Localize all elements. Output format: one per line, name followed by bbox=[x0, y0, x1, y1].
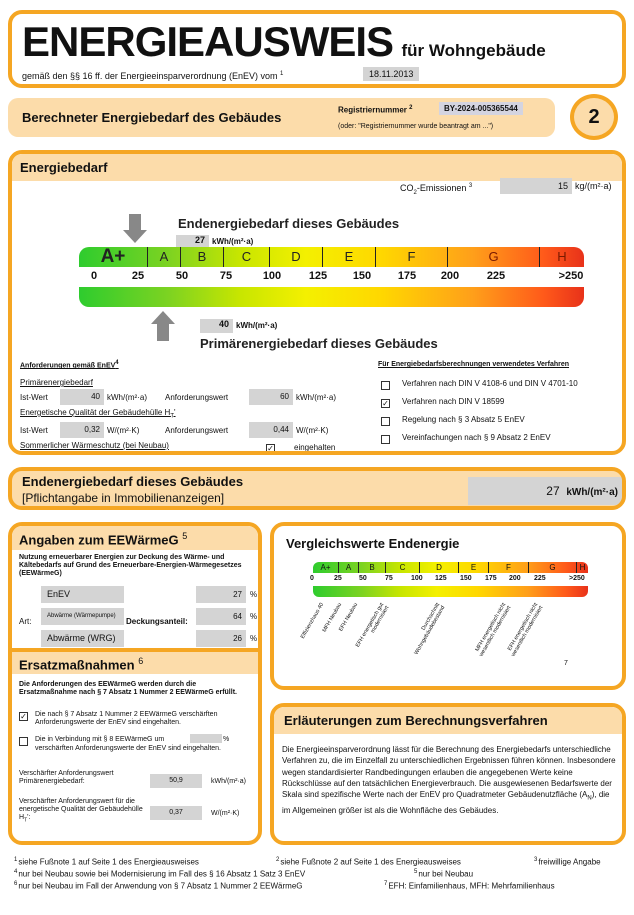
footnote-ref: 6 bbox=[138, 656, 144, 666]
energy-class-f: F bbox=[375, 247, 447, 267]
mini-class: F bbox=[488, 562, 528, 573]
end-label: Endenergiebedarf dieses Gebäudes bbox=[178, 216, 400, 231]
ee-pct-value: 27 bbox=[196, 586, 246, 603]
huelle-sup: ' bbox=[174, 408, 176, 417]
prim-value: 40 bbox=[200, 319, 233, 333]
mini-tick: 25 bbox=[334, 575, 342, 582]
scale-tick: 75 bbox=[219, 270, 233, 282]
footnote bbox=[14, 880, 302, 891]
enev-date: 18.11.2013 bbox=[363, 67, 419, 81]
footnote bbox=[276, 856, 461, 867]
ist-prim-value: 40 bbox=[60, 389, 104, 405]
footnote-number: 7 bbox=[384, 881, 388, 887]
prim-arrow-icon bbox=[157, 324, 169, 341]
verfahren-checkbox[interactable] bbox=[381, 435, 390, 444]
ersatz-opt2-field[interactable] bbox=[190, 734, 222, 743]
verfahren-item-label: Vereinfachungen nach § 9 Absatz 2 EnEV bbox=[402, 433, 551, 442]
footnotes bbox=[14, 856, 620, 890]
reg-label-text: Registriernummer bbox=[338, 105, 407, 115]
ee-pct-sign: % bbox=[250, 590, 258, 599]
footnote-text: nur bei Neubau bbox=[418, 869, 474, 879]
section-title: Berechneter Energiebedarf des Gebäudes bbox=[22, 110, 282, 125]
mini-class: C bbox=[385, 562, 419, 573]
end-unit: kWh/(m²·a) bbox=[212, 237, 254, 246]
verfahren-checkbox[interactable] bbox=[381, 381, 390, 390]
mini-ticks bbox=[310, 575, 588, 585]
co2-text: CO bbox=[400, 183, 414, 193]
energy-class-d: D bbox=[269, 247, 322, 267]
ersatz-intro: Die Anforderungen des EEWärmeG werden durch die Ersatzmaßnahme nach § 7 Absatz 1 Nummer 2 EEWärmeG erfüllt. bbox=[19, 681, 237, 696]
mini-tick: 75 bbox=[385, 575, 393, 582]
ist-label: Ist-Wert bbox=[20, 426, 48, 435]
title-line bbox=[22, 18, 546, 66]
basis-text bbox=[22, 71, 283, 81]
mini-class: A bbox=[338, 562, 358, 573]
ersatz-opt2a: Die in Verbindung mit § 8 EEWärmeG um bbox=[35, 736, 165, 743]
huelle-text: Energetische Qualität der Gebäudehülle H bbox=[20, 408, 171, 417]
ee-art-field: Abwärme (Wärmepumpe) bbox=[41, 608, 124, 625]
anf-label: Anforderungswert bbox=[165, 426, 229, 435]
co2-text-rest: -Emissionen bbox=[416, 183, 467, 193]
mini-tick: 175 bbox=[485, 575, 497, 582]
v2-label bbox=[19, 798, 144, 824]
verfahren-title: Für Energiebedarfsberechnungen verwendetes Verfahren bbox=[378, 361, 570, 368]
ee-pct-value: 64 bbox=[196, 608, 246, 625]
erlaeuterungen-section bbox=[270, 703, 626, 845]
anf-prim-unit: kWh/(m²·a) bbox=[296, 393, 336, 402]
v1-unit: kWh/(m²·a) bbox=[211, 778, 246, 785]
prim-title: Primärenergiebedarf bbox=[20, 378, 93, 387]
eewaermeg-title bbox=[19, 531, 187, 547]
huelle-sub: T bbox=[170, 413, 174, 420]
scale-tick: >250 bbox=[558, 270, 584, 282]
mini-tick: 0 bbox=[310, 575, 314, 582]
energy-class-a: A bbox=[147, 247, 180, 267]
mini-class: D bbox=[419, 562, 458, 573]
document-subtitle: für Wohngebäude bbox=[401, 41, 546, 60]
footnote-ref: 3 bbox=[468, 183, 473, 189]
mini-value-scale bbox=[313, 586, 588, 597]
prim-unit: kWh/(m²·a) bbox=[236, 321, 278, 330]
footnote-text: nur bei Neubau im Fall der Anwendung von § 7 Absatz 1 Nummer 2 EEWärmeG bbox=[18, 881, 303, 891]
deckung-label: Deckungsanteil: bbox=[126, 617, 188, 626]
footnote-number: 4 bbox=[14, 869, 18, 875]
energy-class-b: B bbox=[180, 247, 223, 267]
reg-label bbox=[338, 105, 413, 115]
ist-h-value: 0,32 bbox=[60, 422, 104, 438]
scale-tick: 175 bbox=[397, 270, 417, 282]
v2-label-text: Verschärfter Anforderungswert für die energetische Qualität der Gebäudehülle H bbox=[19, 798, 143, 821]
verfahren-checkbox[interactable]: ✓ bbox=[382, 399, 389, 408]
footnote-ref: 4 bbox=[115, 360, 119, 366]
erl-text-a: Die Energieeinsparverordnung lässt für die Berechnung des Energiebedarfs unterschiedliche Verfahren zu, die im Einzelfall zu unterschiedlichen Ergebnissen führen können. Insbesondere wegen standardisierter Randbedingungen erlauben die angegebenen Werte keine Rückschlüsse auf den tatsächlichen Energieverbrauch. Die ausgewiesenen Bedarfswerte der Skala sind spezifische Werte nach der EnEV pro Quadratmeter Gebäudenutzfläche (A bbox=[282, 745, 616, 800]
mini-class: G bbox=[528, 562, 576, 573]
mini-class: A+ bbox=[320, 563, 331, 572]
scale-tick: 50 bbox=[175, 270, 189, 282]
endenergie-unit: kWh/(m²·a) bbox=[566, 487, 618, 498]
footnote bbox=[414, 868, 473, 879]
endenergie-box bbox=[8, 467, 626, 510]
verfahren-item-label: Verfahren nach DIN V 4108-6 und DIN V 4701-10 bbox=[402, 379, 578, 388]
anf-h-value: 0,44 bbox=[249, 422, 293, 438]
ersatz-opt2b: verschärften Anforderungswerte der EnEV sind eingehalten. bbox=[35, 745, 222, 752]
scale-tick: 125 bbox=[308, 270, 328, 282]
vergleich-title: Vergleichswerte Endenergie bbox=[286, 536, 460, 551]
co2-label bbox=[400, 183, 472, 196]
footnote-number: 2 bbox=[276, 857, 280, 863]
footnote bbox=[14, 868, 305, 879]
end-arrow-head-icon bbox=[123, 230, 147, 243]
comparison-label: EFH Neubau bbox=[338, 602, 360, 633]
endenergie-value-field bbox=[468, 477, 622, 505]
energy-class-aplus: A+ bbox=[100, 247, 126, 267]
eewaermeg-title-text: Angaben zum EEWärmeG bbox=[19, 532, 179, 548]
comparison-label: MFH energetisch nicht wesentlich modernisiert bbox=[474, 602, 513, 658]
eewaermeg-intro: Nutzung erneuerbarer Energien zur Deckung des Wärme- und Kältebedarfs auf Grund des Erneuerbare-Energien-Wärmegesetzes (EEWärmeG) bbox=[19, 554, 242, 577]
ersatz-title bbox=[19, 656, 143, 672]
footnote-text: nur bei Neubau sowie bei Modernisierung im Fall des § 16 Absatz 1 Satz 3 EnEV bbox=[18, 869, 306, 879]
ersatz-opt1-checkbox[interactable]: ✓ bbox=[20, 712, 27, 721]
endenergie-title: Endenergiebedarf dieses Gebäudes bbox=[22, 474, 244, 489]
scale-tick: 25 bbox=[131, 270, 145, 282]
section-title: Energiebedarf bbox=[20, 160, 108, 175]
erlaeuterungen-title: Erläuterungen zum Berechnungsverfahren bbox=[284, 713, 548, 728]
comparison-label: EFH energetisch nicht wesentlich modernisiert bbox=[506, 602, 545, 658]
footnote-text: siehe Fußnote 2 auf Seite 1 des Energieausweises bbox=[280, 857, 461, 867]
v2-suffix: ': bbox=[27, 814, 31, 821]
footnote-number: 1 bbox=[14, 857, 18, 863]
mini-tick: 225 bbox=[534, 575, 546, 582]
scale-ticks bbox=[79, 270, 584, 286]
header-box bbox=[8, 10, 626, 88]
vergleich-section bbox=[270, 522, 626, 690]
mini-tick: 50 bbox=[359, 575, 367, 582]
ersatz-opt2-checkbox[interactable] bbox=[19, 737, 28, 746]
ersatz-opt2-pct: % bbox=[223, 736, 230, 743]
mini-class: B bbox=[358, 562, 385, 573]
mini-tick: >250 bbox=[569, 575, 585, 582]
eewaermeg-section bbox=[8, 522, 262, 845]
erl-sub: N bbox=[587, 795, 592, 802]
comparison-label: Durchschnitt Wohngebäudebestand bbox=[413, 602, 447, 656]
ee-pct-sign: % bbox=[250, 612, 258, 621]
footnote-number: 6 bbox=[14, 881, 18, 887]
footnote bbox=[534, 856, 601, 867]
prim-arrow-head-icon bbox=[151, 311, 175, 324]
ist-label: Ist-Wert bbox=[20, 393, 48, 402]
comparison-label: Effizienzhaus 40 bbox=[299, 602, 326, 640]
energy-class-g: G bbox=[447, 247, 539, 267]
comparison-label: EFH energetisch gut modernisiert bbox=[354, 602, 391, 649]
verfahren-checkbox[interactable] bbox=[381, 417, 390, 426]
huelle-title bbox=[20, 408, 176, 420]
energy-class-h: H bbox=[539, 247, 584, 267]
reg-note: (oder: "Registriernummer wurde beantragt am ...") bbox=[338, 123, 494, 130]
anf-h-unit: W/(m²·K) bbox=[296, 426, 329, 435]
v1-value: 50,9 bbox=[150, 774, 202, 788]
anf-prim-value: 60 bbox=[249, 389, 293, 405]
energiebedarf-section bbox=[8, 150, 626, 455]
mini-class-scale bbox=[313, 562, 588, 573]
prim-label: Primärenergiebedarf dieses Gebäudes bbox=[200, 336, 438, 351]
footnote-text: freiwillige Angabe bbox=[538, 857, 601, 867]
sommer-checkbox[interactable]: ✓ bbox=[267, 444, 274, 453]
energy-class-c: C bbox=[223, 247, 269, 267]
basis-label: gemäß den §§ 16 ff. der Energieeinsparverordnung (EnEV) vom bbox=[22, 71, 278, 81]
scale-tick: 100 bbox=[262, 270, 282, 282]
sommer-label: Sommerlicher Wärmeschutz (bei Neubau) bbox=[20, 441, 169, 450]
mini-class: E bbox=[458, 562, 488, 573]
footnote-number: 3 bbox=[534, 857, 538, 863]
co2-unit: kg/(m²·a) bbox=[575, 181, 612, 191]
endenergie-subtitle: [Pflichtangabe in Immobilienanzeigen] bbox=[22, 491, 225, 505]
co2-value: 15 bbox=[500, 178, 572, 194]
end-value: 27 bbox=[176, 235, 209, 249]
mini-tick: 125 bbox=[435, 575, 447, 582]
footnote bbox=[14, 856, 199, 867]
footnote-text: EFH: Einfamilienhaus, MFH: Mehrfamilienhaus bbox=[388, 881, 555, 891]
page-number-badge: 2 bbox=[570, 94, 618, 140]
energy-class-e: E bbox=[322, 247, 375, 267]
footnote bbox=[384, 880, 555, 891]
ee-pct-sign: % bbox=[250, 634, 258, 643]
ee-pct-value: 26 bbox=[196, 630, 246, 647]
anf-label: Anforderungswert bbox=[165, 393, 229, 402]
ist-h-unit: W/(m²·K) bbox=[107, 426, 140, 435]
section-bar bbox=[8, 98, 555, 137]
verfahren-item-label: Regelung nach § 3 Absatz 5 EnEV bbox=[402, 415, 525, 424]
ist-prim-unit: kWh/(m²·a) bbox=[107, 393, 147, 402]
ersatz-opt1: Die nach § 7 Absatz 1 Nummer 2 EEWärmeG verschärften Anforderungswerte der EnEV sind eingehalten. bbox=[35, 711, 218, 726]
v2-value: 0,37 bbox=[150, 806, 202, 820]
ersatz-title-text: Ersatzmaßnahmen bbox=[19, 657, 135, 673]
scale-tick: 150 bbox=[352, 270, 372, 282]
class-scale bbox=[79, 247, 584, 267]
mini-tick: 150 bbox=[460, 575, 472, 582]
mini-tick: 100 bbox=[411, 575, 423, 582]
footnote-text: siehe Fußnote 1 auf Seite 1 des Energieausweises bbox=[18, 857, 199, 867]
v2-sub: T bbox=[24, 817, 28, 824]
value-scale bbox=[79, 287, 584, 307]
scale-tick: 0 bbox=[90, 270, 98, 282]
ee-art-field: Abwärme (WRG) bbox=[41, 630, 124, 647]
verfahren-item-label: Verfahren nach DIN V 18599 bbox=[402, 397, 505, 406]
req-title bbox=[20, 360, 119, 369]
co2-sub: 2 bbox=[413, 189, 417, 196]
art-label: Art: bbox=[19, 617, 32, 626]
scale-tick: 225 bbox=[486, 270, 506, 282]
scale-tick: 200 bbox=[440, 270, 460, 282]
sommer-status: eingehalten bbox=[294, 443, 336, 452]
vergleich-footnote: 7 bbox=[564, 660, 568, 667]
ee-art-field: EnEV bbox=[41, 586, 124, 603]
footnote-number: 5 bbox=[414, 869, 418, 875]
req-title-text: Anforderungen gemäß EnEV bbox=[20, 362, 116, 370]
footnote-ref: 5 bbox=[182, 531, 188, 541]
comparison-label: MFH Neubau bbox=[321, 602, 344, 634]
erl-text-b: ), die im Allgemeinen größer ist als die Wohnfläche des Gebäudes. bbox=[282, 790, 610, 816]
erlaeuterungen-text bbox=[282, 744, 620, 816]
reg-number: BY-2024-005365544 bbox=[439, 102, 523, 115]
footnote-ref: 2 bbox=[409, 105, 413, 111]
mini-class: H bbox=[576, 562, 588, 573]
footnote-ref: 1 bbox=[280, 71, 284, 77]
v1-label: Verschärfter Anforderungswert Primärenergiebedarf: bbox=[19, 770, 114, 785]
document-title: ENERGIEAUSWEIS bbox=[22, 18, 394, 65]
endenergie-value: 27 bbox=[546, 484, 560, 498]
mini-tick: 200 bbox=[509, 575, 521, 582]
v2-unit: W/(m²·K) bbox=[211, 810, 240, 817]
